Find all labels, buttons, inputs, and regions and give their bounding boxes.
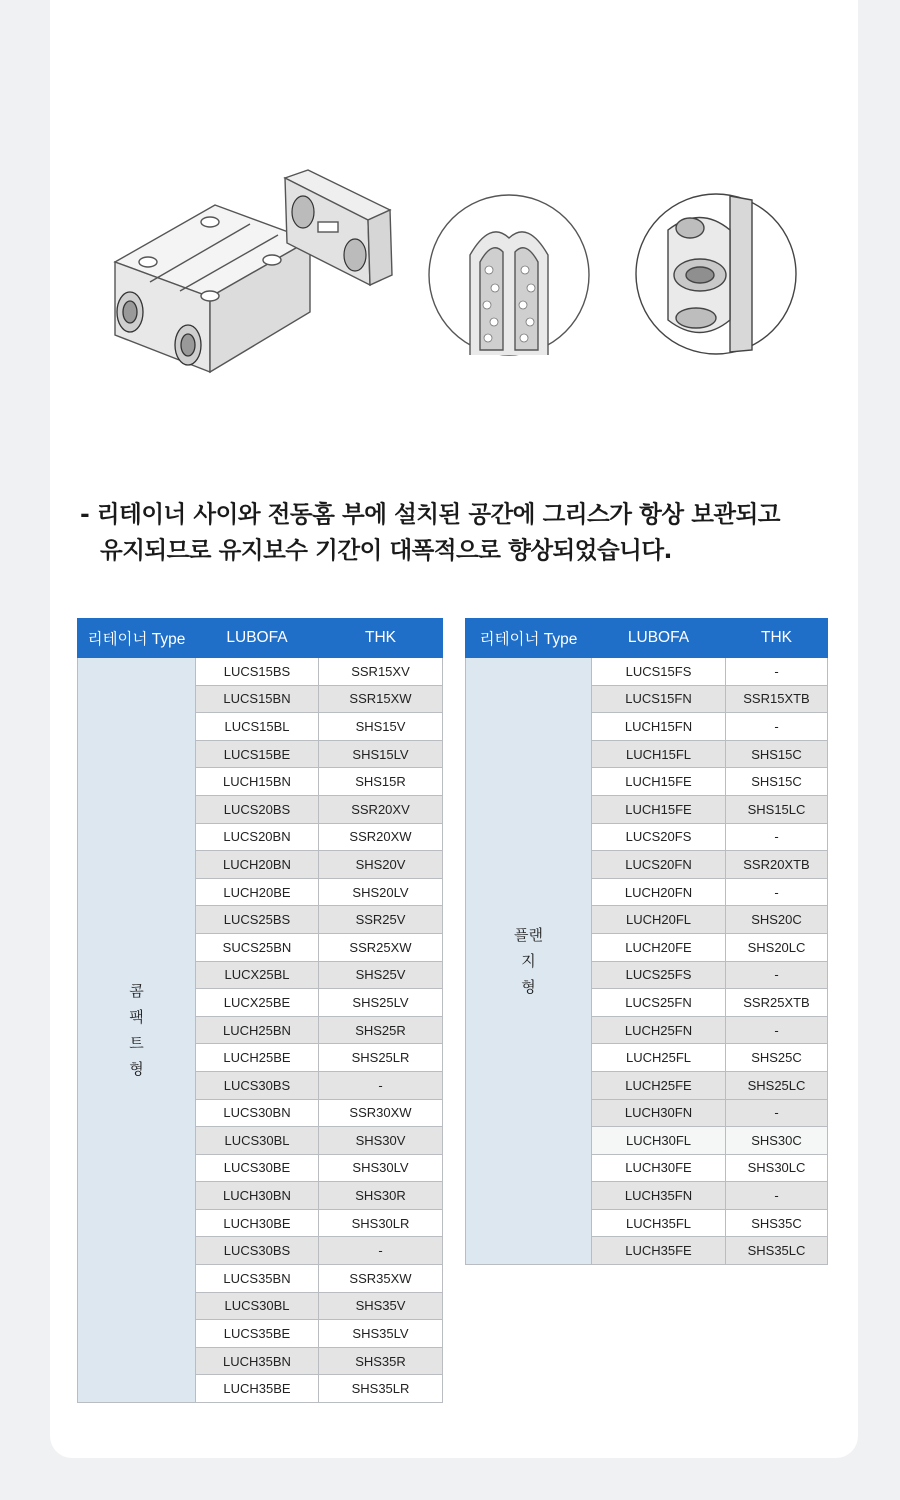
description-line-2: 유지되므로 유지보수 기간이 대폭적으로 향상되었습니다. bbox=[100, 536, 672, 564]
grease-channel-closeup bbox=[429, 195, 589, 355]
header-retainer-type: 리테이너 Type bbox=[78, 619, 196, 658]
product-illustration bbox=[0, 0, 900, 460]
thk-cell: SHS25LC bbox=[726, 1071, 828, 1099]
thk-cell: SHS15R bbox=[319, 768, 443, 796]
thk-cell: SHS35C bbox=[726, 1209, 828, 1237]
lubofa-cell: LUCS30BN bbox=[196, 1099, 319, 1127]
thk-cell: SHS25C bbox=[726, 1044, 828, 1072]
thk-cell: SHS35LV bbox=[319, 1320, 443, 1348]
lubofa-cell: LUCH25FL bbox=[592, 1044, 726, 1072]
thk-cell: SSR30XW bbox=[319, 1099, 443, 1127]
lubofa-cell: LUCH20FL bbox=[592, 906, 726, 934]
lubofa-cell: LUCS30BS bbox=[196, 1237, 319, 1265]
lubofa-cell: LUCH35BE bbox=[196, 1375, 319, 1403]
lubofa-cell: LUCS20BS bbox=[196, 795, 319, 823]
lubofa-cell: SUCS25BN bbox=[196, 933, 319, 961]
lubofa-cell: LUCS30BL bbox=[196, 1292, 319, 1320]
thk-cell: SSR15XV bbox=[319, 658, 443, 686]
table-row bbox=[466, 658, 828, 686]
thk-cell: SHS30LR bbox=[319, 1209, 443, 1237]
thk-cell: SHS20LC bbox=[726, 933, 828, 961]
thk-cell: SHS25V bbox=[319, 961, 443, 989]
thk-cell: SHS20LV bbox=[319, 878, 443, 906]
thk-cell: SHS30LV bbox=[319, 1154, 443, 1182]
lubofa-cell: LUCH15FL bbox=[592, 740, 726, 768]
lubofa-cell: LUCH35FE bbox=[592, 1237, 726, 1265]
lubofa-cell: LUCS30BE bbox=[196, 1154, 319, 1182]
thk-cell: - bbox=[726, 1182, 828, 1210]
thk-cell: - bbox=[726, 1016, 828, 1044]
lubofa-cell: LUCH25FN bbox=[592, 1016, 726, 1044]
lubofa-cell: LUCS30BS bbox=[196, 1071, 319, 1099]
thk-cell: SHS25LR bbox=[319, 1044, 443, 1072]
description-line-1: - 리테이너 사이와 전동홈 부에 설치된 공간에 그리스가 항상 보관되고 bbox=[80, 500, 781, 528]
thk-cell: SSR25XTB bbox=[726, 989, 828, 1017]
table-header-row bbox=[466, 619, 828, 658]
thk-cell: SHS25LV bbox=[319, 989, 443, 1017]
flange-type-table bbox=[465, 618, 828, 1265]
thk-cell: - bbox=[726, 878, 828, 906]
retainer-closeup bbox=[636, 194, 796, 354]
lubofa-cell: LUCH20FE bbox=[592, 933, 726, 961]
lubofa-cell: LUCS20FS bbox=[592, 823, 726, 851]
lubofa-cell: LUCS15FS bbox=[592, 658, 726, 686]
compact-type-table bbox=[77, 618, 443, 1403]
thk-cell: - bbox=[319, 1237, 443, 1265]
lubofa-cell: LUCH20FN bbox=[592, 878, 726, 906]
thk-cell: SHS30R bbox=[319, 1182, 443, 1210]
thk-cell: SSR20XV bbox=[319, 795, 443, 823]
table-header-row bbox=[78, 619, 443, 658]
lubofa-cell: LUCH35FL bbox=[592, 1209, 726, 1237]
header-thk: THK bbox=[319, 619, 443, 658]
lubofa-cell: LUCH30FE bbox=[592, 1154, 726, 1182]
lubofa-cell: LUCS15BN bbox=[196, 685, 319, 713]
lubofa-cell: LUCH25FE bbox=[592, 1071, 726, 1099]
thk-cell: SHS30V bbox=[319, 1127, 443, 1155]
lubofa-cell: LUCS30BL bbox=[196, 1127, 319, 1155]
lubofa-cell: LUCS35BE bbox=[196, 1320, 319, 1348]
header-thk: THK bbox=[726, 619, 828, 658]
lubofa-cell: LUCH20BE bbox=[196, 878, 319, 906]
lubofa-cell: LUCH30BE bbox=[196, 1209, 319, 1237]
thk-cell: SSR15XW bbox=[319, 685, 443, 713]
table-row bbox=[78, 658, 443, 686]
thk-cell: SSR35XW bbox=[319, 1265, 443, 1293]
category-cell: 콤 팩 트 형 bbox=[78, 658, 196, 1403]
lubofa-cell: LUCX25BE bbox=[196, 989, 319, 1017]
category-cell: 플랜 지 형 bbox=[466, 658, 592, 1265]
thk-cell: - bbox=[726, 961, 828, 989]
thk-cell: - bbox=[319, 1071, 443, 1099]
thk-cell: - bbox=[726, 713, 828, 741]
linear-block-drawing bbox=[115, 170, 392, 372]
lubofa-cell: LUCH35BN bbox=[196, 1347, 319, 1375]
lubofa-cell: LUCH25BE bbox=[196, 1044, 319, 1072]
lubofa-cell: LUCS35BN bbox=[196, 1265, 319, 1293]
feature-description bbox=[80, 496, 860, 568]
thk-cell: SSR25XW bbox=[319, 933, 443, 961]
thk-cell: SHS15C bbox=[726, 768, 828, 796]
lubofa-cell: LUCH15BN bbox=[196, 768, 319, 796]
lubofa-cell: LUCH15FE bbox=[592, 795, 726, 823]
lubofa-cell: LUCX25BL bbox=[196, 961, 319, 989]
lubofa-cell: LUCH15FN bbox=[592, 713, 726, 741]
header-lubofa: LUBOFA bbox=[196, 619, 319, 658]
lubofa-cell: LUCS15BS bbox=[196, 658, 319, 686]
lubofa-cell: LUCS15BE bbox=[196, 740, 319, 768]
thk-cell: SHS15LV bbox=[319, 740, 443, 768]
thk-cell: SSR20XTB bbox=[726, 851, 828, 879]
lubofa-cell: LUCH30FN bbox=[592, 1099, 726, 1127]
thk-cell: - bbox=[726, 1099, 828, 1127]
thk-cell: SHS35LR bbox=[319, 1375, 443, 1403]
thk-cell: SHS20V bbox=[319, 851, 443, 879]
thk-cell: - bbox=[726, 823, 828, 851]
header-lubofa: LUBOFA bbox=[592, 619, 726, 658]
lubofa-cell: LUCH20BN bbox=[196, 851, 319, 879]
thk-cell: SHS15V bbox=[319, 713, 443, 741]
thk-cell: SSR15XTB bbox=[726, 685, 828, 713]
lubofa-cell: LUCS20FN bbox=[592, 851, 726, 879]
thk-cell: SHS30LC bbox=[726, 1154, 828, 1182]
thk-cell: SHS15C bbox=[726, 740, 828, 768]
lubofa-cell: LUCS25FN bbox=[592, 989, 726, 1017]
lubofa-cell: LUCS15FN bbox=[592, 685, 726, 713]
thk-cell: - bbox=[726, 658, 828, 686]
lubofa-cell: LUCH35FN bbox=[592, 1182, 726, 1210]
lubofa-cell: LUCH15FE bbox=[592, 768, 726, 796]
thk-cell: SHS20C bbox=[726, 906, 828, 934]
thk-cell: SSR25V bbox=[319, 906, 443, 934]
lubofa-cell: LUCH30FL bbox=[592, 1127, 726, 1155]
thk-cell: SHS15LC bbox=[726, 795, 828, 823]
thk-cell: SSR20XW bbox=[319, 823, 443, 851]
lubofa-cell: LUCS15BL bbox=[196, 713, 319, 741]
lubofa-cell: LUCS20BN bbox=[196, 823, 319, 851]
lubofa-cell: LUCS25BS bbox=[196, 906, 319, 934]
thk-cell: SHS30C bbox=[726, 1127, 828, 1155]
lubofa-cell: LUCH25BN bbox=[196, 1016, 319, 1044]
thk-cell: SHS35R bbox=[319, 1347, 443, 1375]
thk-cell: SHS35LC bbox=[726, 1237, 828, 1265]
lubofa-cell: LUCS25FS bbox=[592, 961, 726, 989]
thk-cell: SHS25R bbox=[319, 1016, 443, 1044]
header-retainer-type: 리테이너 Type bbox=[466, 619, 592, 658]
thk-cell: SHS35V bbox=[319, 1292, 443, 1320]
lubofa-cell: LUCH30BN bbox=[196, 1182, 319, 1210]
